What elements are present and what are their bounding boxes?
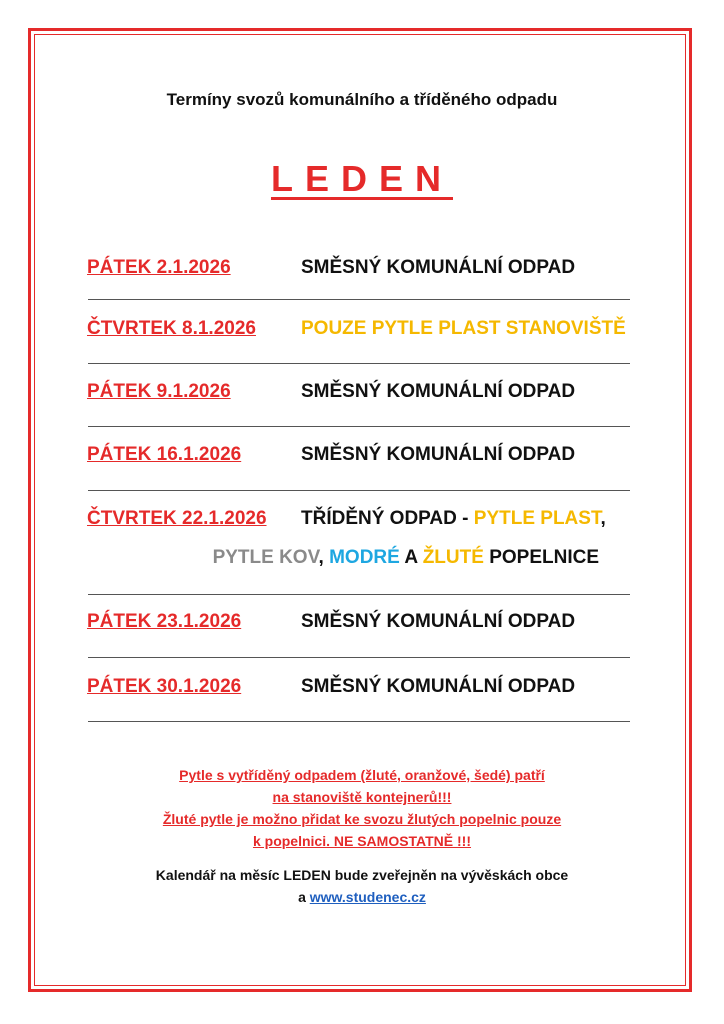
collection-type bbox=[301, 504, 606, 534]
blue-bins-label: MODRÉ bbox=[329, 547, 400, 568]
row-separator bbox=[88, 299, 630, 300]
row-separator bbox=[88, 363, 630, 364]
collection-date: PÁTEK 9.1.2026 bbox=[87, 381, 231, 402]
collection-type: SMĚSNÝ KOMUNÁLNÍ ODPAD bbox=[301, 676, 576, 697]
collection-date: PÁTEK 2.1.2026 bbox=[87, 257, 231, 278]
schedule-row bbox=[87, 504, 647, 534]
warning-note: Pytle s vytříděný odpadem (žluté, oranžové, šedé) patří bbox=[179, 767, 545, 783]
info-note: Kalendář na měsíc LEDEN bude zveřejněn na vývěskách obce bbox=[155, 867, 569, 883]
collection-date: PÁTEK 16.1.2026 bbox=[87, 444, 242, 465]
month-heading: LEDEN bbox=[270, 158, 453, 199]
schedule-row-continuation bbox=[87, 543, 599, 573]
collection-type: SMĚSNÝ KOMUNÁLNÍ ODPAD bbox=[301, 381, 576, 402]
yellow-bags-label: PYTLE PLAST bbox=[473, 508, 601, 529]
warning-note: na stanoviště kontejnerů!!! bbox=[272, 789, 452, 805]
bins-label: POPELNICE bbox=[483, 547, 599, 568]
collection-type: SMĚSNÝ KOMUNÁLNÍ ODPAD bbox=[301, 611, 576, 632]
conjunction: A bbox=[399, 547, 423, 568]
schedule-row bbox=[87, 253, 647, 283]
row-separator bbox=[88, 657, 630, 658]
schedule-row bbox=[87, 672, 647, 702]
collection-date: PÁTEK 30.1.2026 bbox=[87, 676, 242, 697]
collection-date: PÁTEK 23.1.2026 bbox=[87, 611, 242, 632]
website-link[interactable]: www.studenec.cz bbox=[309, 889, 426, 905]
comma: , bbox=[600, 508, 606, 529]
schedule-row bbox=[87, 440, 647, 470]
row-separator bbox=[88, 594, 630, 595]
schedule-row bbox=[87, 607, 647, 637]
comma: , bbox=[318, 547, 330, 568]
collection-date: ČTVRTEK 22.1.2026 bbox=[87, 508, 267, 529]
row-separator bbox=[88, 426, 630, 427]
collection-type-part: TŘÍDĚNÝ ODPAD - bbox=[301, 508, 474, 529]
info-note-prefix: a bbox=[298, 889, 310, 905]
collection-type: SMĚSNÝ KOMUNÁLNÍ ODPAD bbox=[301, 257, 576, 278]
metal-bags-label: PYTLE KOV bbox=[212, 547, 319, 568]
collection-date: ČTVRTEK 8.1.2026 bbox=[87, 318, 256, 339]
warning-note: k popelnici. NE SAMOSTATNĚ !!! bbox=[252, 833, 472, 849]
yellow-bins-label: ŽLUTÉ bbox=[422, 547, 484, 568]
schedule-row bbox=[87, 377, 647, 407]
warning-note: Žluté pytle je možno přidat ke svozu žlutých popelnic pouze bbox=[162, 811, 562, 827]
row-separator bbox=[88, 721, 630, 722]
schedule-row bbox=[87, 314, 647, 344]
row-separator bbox=[88, 490, 630, 491]
collection-type: POUZE PYTLE PLAST STANOVIŠTĚ bbox=[301, 318, 626, 339]
collection-type: SMĚSNÝ KOMUNÁLNÍ ODPAD bbox=[301, 444, 576, 465]
info-note bbox=[0, 886, 724, 908]
document-title: Termíny svozů komunálního a tříděného odpadu bbox=[166, 90, 558, 109]
